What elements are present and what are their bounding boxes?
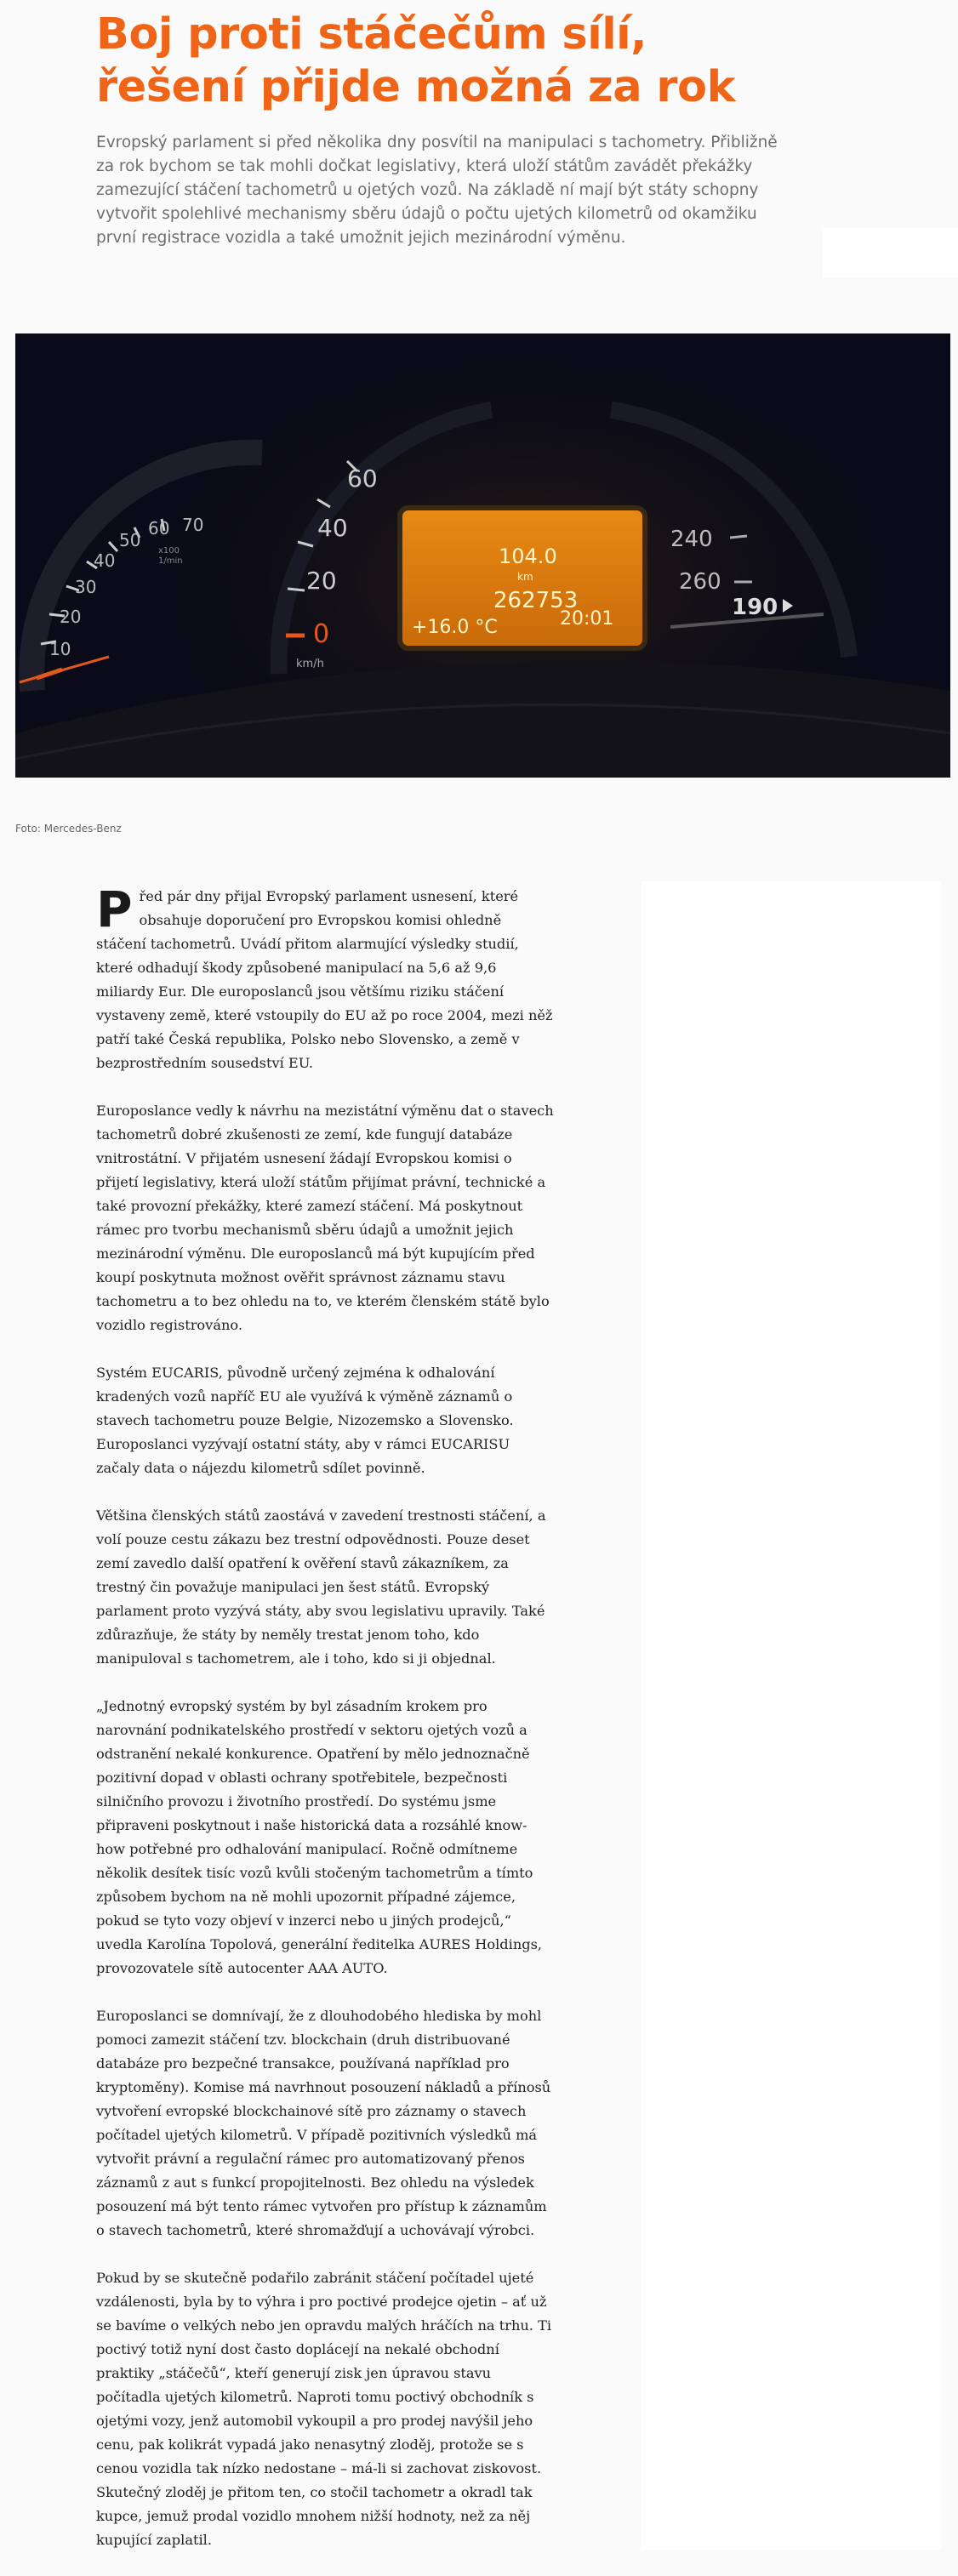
display-odometer: 262753 bbox=[493, 588, 579, 613]
dropcap: P bbox=[96, 881, 133, 938]
tach-unit-label: 1/min bbox=[158, 556, 183, 566]
speedo-tick-label: 60 bbox=[347, 464, 378, 493]
ad-placeholder bbox=[823, 228, 958, 277]
article-paragraph: Pokud by se skutečně podařilo zabránit stáčení počítadel ujeté vzdálenosti, byla by to výhra i pro poctivé prodejce ojetin – ať už se bavíme o velkých nebo jen opravdu malých hráčích na trhu. Ti poctivý totiž nyní dost často doplácejí na nekalé obchodní praktiky „stáčečů“, kteří generují zisk jen úpravou stavu počítadla ujetých kilometrů. Naproti tomu poctivý obchodník s ojetými vozy, jenž automobil vykoupil a pro prodej navýšil jeho cenu, pak kolikrát vypadá jako nenasytný zloděj, protože se s cenou vozidla tak nízko nedostane – má-li si zachovat ziskovost. Skutečný zloděj je přitom ten, co stočil tachometr a okradl tak kupce, jemuž prodal vozidlo mnohem nižší hodnoty, než za něj kupující zaplatil. bbox=[96, 2270, 552, 2548]
hero-photo bbox=[15, 333, 950, 778]
speedo-unit-label: km/h bbox=[296, 658, 324, 670]
display-temperature: +16.0 °C bbox=[412, 617, 498, 638]
article-body bbox=[96, 881, 556, 2576]
speedo-tick-label: 20 bbox=[306, 567, 337, 595]
tach-tick-label: 20 bbox=[60, 607, 82, 627]
tach-tick-label: 60 bbox=[148, 518, 170, 539]
speed-limit-label: 190 bbox=[732, 595, 778, 620]
display-time: 20:01 bbox=[560, 608, 614, 630]
photo-caption: Foto: Mercedes-Benz bbox=[15, 823, 122, 835]
article-paragraph bbox=[96, 881, 556, 1075]
article-paragraph: „Jednotný evropský systém by byl zásadním krokem pro narovnání podnikatelského prostředí v sektoru ojetých vozů a odstranění nekalé konkurence. Opatření by mělo jednoznačně pozitivní dopad v oblasti ochrany spotřebitele, bezpečnosti silničního provozu i životního prostředí. Do systému jsme připraveni poskytnout i naše historická data a rozsáhlé know-how potřebné pro odhalování manipulací. Ročně odmítneme několik desítek tisíc vozů kvůli stočeným tachometrům a tímto způsobem bychom na ně mohli upozornit případné zájemce, pokud se tyto vozy objeví v inzerci nebo u jiných prodejců,“ uvedla Karolína Topolová, generální ředitelka AURES Holdings, provozovatele sítě autocenter AAA AUTO. bbox=[96, 1698, 543, 1976]
tach-tick-label: 70 bbox=[182, 515, 204, 535]
paragraph-text: řed pár dny přijal Evropský parlament usnesení, které obsahuje doporučení pro Evropskou komisi ohledně stáčení tachometrů. Uvádí přitom alarmující výsledky studií, které odhadují škody způsobené manipulací na 5,6 až 9,6 miliardy Eur. Dle europoslanců jsou většímu riziku stáčení vystaveny země, které vstoupily do EU až po roce 2004, mezi něž patří také Česká republika, Polsko nebo Slovensko, a země v bezprostředním sousedství EU. bbox=[96, 888, 553, 1071]
article-paragraph: Většina členských států zaostává v zavedení trestnosti stáčení, a volí pouze cestu zákazu bez trestní odpovědnosti. Pouze deset zemí zavedlo další opatření k ověření stavů zákazníkem, za trestný čin považuje manipulaci jen šest států. Evropský parlament proto vyzývá státy, aby svou legislativu upravily. Také zdůrazňuje, že státy by neměly trestat jenom toho, kdo manipuloval s tachometrem, ale i toho, kdo si ji objednal. bbox=[96, 1507, 546, 1667]
tach-tick-label: 40 bbox=[94, 550, 116, 571]
speedo-tick-label: 40 bbox=[317, 514, 348, 542]
article-headline: Boj proti stáčečům sílí, řešení přijde možná za rok bbox=[96, 9, 736, 112]
speedo-tick-label: 0 bbox=[313, 619, 330, 649]
display-speed-unit: km bbox=[517, 571, 533, 583]
right-tick-label: 240 bbox=[670, 527, 713, 552]
tach-unit-label: x100 bbox=[158, 546, 180, 556]
dashboard-photo bbox=[15, 333, 950, 778]
article-paragraph: Systém EUCARIS, původně určený zejména k odhalování kradených vozů napříč EU ale využívá k výměně záznamů o stavech tachometru pouze Belgie, Nizozemsko a Slovensko. Europoslanci vyzývají ostatní státy, aby v rámci EUCARISU začaly data o nájezdu kilometrů sdílet povinně. bbox=[96, 1365, 514, 1476]
tach-tick-label: 50 bbox=[119, 530, 141, 550]
sidebar bbox=[642, 881, 941, 2550]
article-paragraph: Europoslanci se domnívají, že z dlouhodobého hlediska by mohl pomoci zamezit stáčení tzv. blockchain (druh distribuované databáze pro bezpečné transakce, používaná například pro kryptoměny). Komise má navrhnout posouzení nákladů a přínosů vytvoření evropské blockchainové sítě pro záznamy o stavech počítadel ujetých kilometrů. V případě pozitivních výsledků má vytvořit právní a regulační rámec pro automatizovaný přenos záznamů z aut s funkcí propojitelnosti. Bez ohledu na výsledek posouzení má být tento rámec vytvořen pro přístup k záznamům o stavech tachometrů, které shromažďují a uchovávají výrobci. bbox=[96, 2008, 551, 2238]
display-speed: 104.0 bbox=[499, 544, 557, 568]
tach-tick-label: 30 bbox=[75, 577, 97, 597]
tach-tick-label: 10 bbox=[49, 639, 71, 659]
article-paragraph: Europoslance vedly k návrhu na mezistátní výměnu dat o stavech tachometrů dobré zkušenosti ze zemí, kde fungují databáze vnitrostátní. V přijatém usnesení žádají Evropskou komisi o přijetí legislativy, která uloží státům přijímat právní, technické a také provozní překážky, které zamezí stáčení. Má poskytnout rámec pro tvorbu mechanismů sběru údajů a umožnit jejich mezinárodní výměnu. Dle europoslanců má být kupujícím před koupí poskytnuta možnost ověřit správnost záznamu stavu tachometru a to bez ohledu na to, ve kterém členském státě bylo vozidlo registrováno. bbox=[96, 1103, 554, 1333]
right-tick-label: 260 bbox=[679, 569, 721, 595]
odometer-display bbox=[400, 508, 645, 648]
article-perex: Evropský parlament si před několika dny posvítil na manipulaci s tachometry. Přibližně za rok bychom se tak mohli dočkat legislativy, která uloží státům zavádět překážky zamezující stáčení tachometrů u ojetých vozů. Na základě ní mají být státy schopny vytvořit spolehlivé mechanismy sběru údajů o počtu ujetých kilometrů od okamžiku první registrace vozidla a také umožnit jejich mezinárodní výměnu. bbox=[96, 134, 778, 247]
